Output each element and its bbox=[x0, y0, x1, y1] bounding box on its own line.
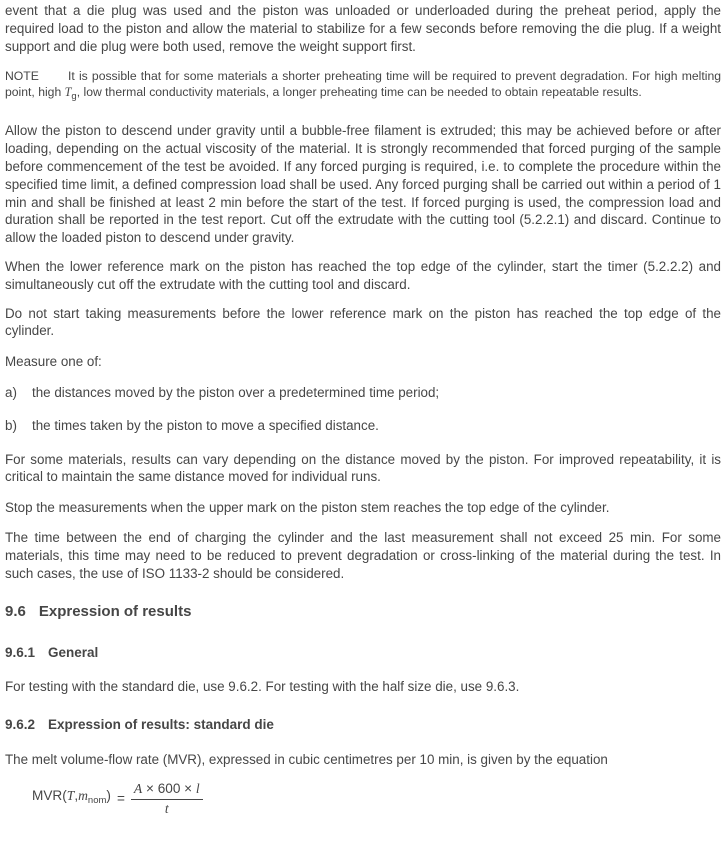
note-preheating-time bbox=[5, 68, 721, 105]
symbol-T-subscript: g bbox=[71, 91, 77, 103]
list-item-text: the times taken by the piston to move a specified distance. bbox=[32, 417, 379, 433]
times-sign: × bbox=[142, 780, 158, 796]
paragraph-testing-die-choice: For testing with the standard die, use 9.6.2. For testing with the half size die, use 9.6.3. bbox=[5, 679, 520, 695]
paragraph-die-plug-preheat: event that a die plug was used and the piston was unloaded or underloaded during the preheat period, apply the required load to the piston and allow the material to stabilize for a few seconds before removing the die plug. If a weight support and die plug were both used, remove the weight support first. bbox=[5, 3, 721, 54]
paragraph-mvr-definition: The melt volume-flow rate (MVR), expressed in cubic centimetres per 10 min, is given by the equation bbox=[5, 752, 608, 768]
constant-600: 600 bbox=[157, 780, 181, 796]
fraction bbox=[131, 781, 203, 817]
list-item-marker: a) bbox=[5, 384, 17, 400]
heading-number: 9.6.2 bbox=[5, 717, 36, 733]
variable-A: A bbox=[133, 780, 143, 796]
heading-title: Expression of results bbox=[38, 603, 192, 621]
section-heading-9-6 bbox=[5, 604, 721, 620]
paragraph-measure-intro: Measure one of: bbox=[5, 354, 102, 370]
subsection-heading-9-6-2 bbox=[5, 718, 721, 732]
list-item-marker: b) bbox=[5, 417, 17, 433]
close-paren: ) bbox=[106, 788, 111, 804]
paragraph-time-limit: The time between the end of charging the cylinder and the last measurement shall not exceed 25 min. For some materials, this time may need to be reduced to prevent degradation or cross-linking of the material during the test. In such cases, the use of ISO 1133-2 should be considered. bbox=[5, 529, 721, 581]
function-name: MVR bbox=[32, 788, 63, 804]
symbol-T: T bbox=[64, 85, 72, 100]
list-item-text: the distances moved by the piston over a predetermined time period; bbox=[32, 384, 440, 400]
open-paren: ( bbox=[62, 788, 67, 804]
fraction-numerator bbox=[131, 781, 203, 800]
paragraph-lower-reference-mark: When the lower reference mark on the piston has reached the top edge of the cylinder, start the timer (5.2.2.2) and simultaneously cut off the extrudate with the cutting tool and discard. bbox=[5, 258, 721, 292]
paragraph-piston-descend: Allow the piston to descend under gravity until a bubble-free filament is extruded; this may be achieved before or after loading, depending on the actual viscosity of the material. It is strongly recommended that forced purging of the sample before commencement of the test be avoided. If any forced purging is required, i.e. to complete the procedure within the specified time limit, a defined compression load shall be used. Any forced purging shall be carried out within a period of 1 min and shall be finished at least 2 min before the start of the test. If forced purging is used, the compression load and duration shall be reported in the test report. Cut off the extrudate with the cutting tool (5.2.2.1) and discard. Continue to allow the loaded piston to descend under gravity. bbox=[5, 123, 721, 246]
heading-number: 9.6 bbox=[5, 603, 26, 621]
paragraph-repeatability: For some materials, results can vary depending on the distance moved by the piston. For improved repeatability, it is critical to maintain the same distance moved for individual runs. bbox=[5, 451, 721, 485]
note-text-before: It is possible that for some materials a shorter preheating time will be required to prevent degradation. For high melting point, high bbox=[5, 69, 721, 100]
paragraph-do-not-start: Do not start taking measurements before the lower reference mark on the piston has reached the top edge of the cylinder. bbox=[5, 305, 721, 339]
list-item-a bbox=[5, 384, 721, 402]
equals-sign: = bbox=[116, 790, 125, 806]
paragraph-stop-measurements: Stop the measurements when the upper mark on the piston stem reaches the top edge of the cylinder. bbox=[5, 500, 610, 516]
heading-number: 9.6.1 bbox=[5, 645, 36, 661]
equation-left-side bbox=[32, 788, 111, 809]
variable-t: t bbox=[164, 800, 169, 816]
list-item-b bbox=[5, 417, 721, 435]
times-sign: × bbox=[180, 780, 196, 796]
variable-m: m bbox=[78, 788, 88, 804]
subsection-heading-9-6-1 bbox=[5, 646, 721, 660]
equation-mvr bbox=[32, 781, 721, 817]
note-text-after: , low thermal conductivity materials, a longer preheating time can be needed to obtain repeatable results. bbox=[76, 85, 642, 100]
subscript-nom: nom bbox=[87, 795, 107, 807]
variable-l: l bbox=[195, 780, 200, 796]
variable-T: T bbox=[66, 788, 75, 804]
heading-title: Expression of results: standard die bbox=[48, 717, 274, 733]
heading-title: General bbox=[48, 645, 99, 661]
note-label: NOTE bbox=[5, 69, 39, 84]
fraction-denominator bbox=[131, 800, 203, 817]
comma: , bbox=[74, 788, 79, 804]
